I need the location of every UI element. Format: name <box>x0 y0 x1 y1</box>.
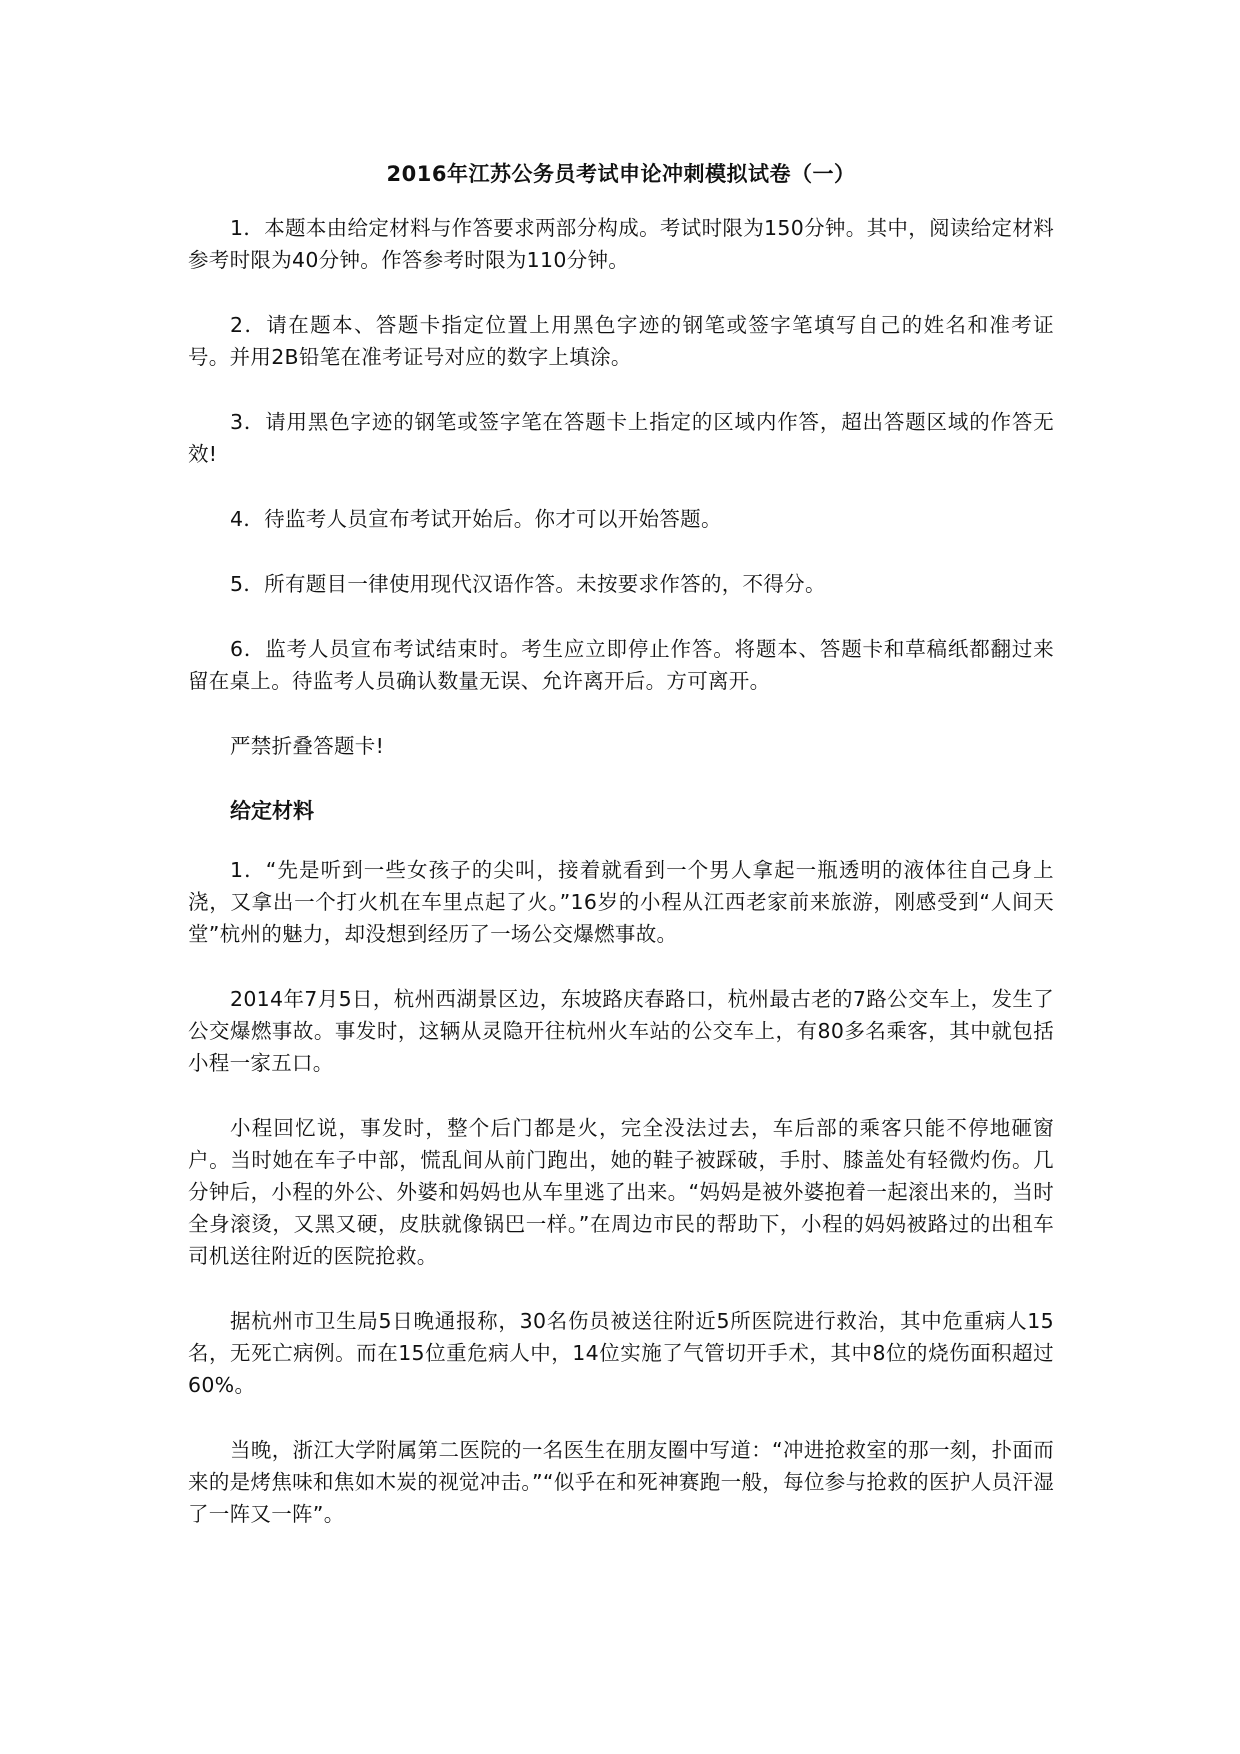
instruction-paragraph: 1．本题本由给定材料与作答要求两部分构成。考试时限为150分钟。其中，阅读给定材料参考时限为40分钟。作答参考时限为110分钟。 <box>188 216 1054 272</box>
instruction-paragraph: 6．监考人员宣布考试结束时。考生应立即停止作答。将题本、答题卡和草稿纸都翻过来留在桌上。待监考人员确认数量无误、允许离开后。方可离开。 <box>188 637 1054 693</box>
material-paragraph: 据杭州市卫生局5日晚通报称，30名伤员被送往附近5所医院进行救治，其中危重病人15名，无死亡病例。而在15位重危病人中，14位实施了气管切开手术，其中8位的烧伤面积超过60%。 <box>188 1309 1054 1397</box>
section-heading: 给定材料 <box>230 799 314 823</box>
document-page <box>188 158 1054 1563</box>
material-paragraph: 小程回忆说，事发时，整个后门都是火，完全没法过去，车后部的乘客只能不停地砸窗户。当时她在车子中部，慌乱间从前门跑出，她的鞋子被踩破，手肘、膝盖处有轻微灼伤。几分钟后，小程的外公、外婆和妈妈也从车里逃了出来。“妈妈是被外婆抱着一起滚出来的，当时全身滚烫，又黑又硬，皮肤就像锅巴一样。”在周边市民的帮助下，小程的妈妈被路过的出租车司机送往附近的医院抢救。 <box>188 1116 1054 1268</box>
instruction-paragraph: 4．待监考人员宣布考试开始后。你才可以开始答题。 <box>230 507 722 531</box>
document-title: 2016年江苏公务员考试申论冲刺模拟试卷（一） <box>386 162 856 186</box>
material-paragraph: 2014年7月5日，杭州西湖景区边，东坡路庆春路口，杭州最古老的7路公交车上，发生了公交爆燃事故。事发时，这辆从灵隐开往杭州火车站的公交车上，有80多名乘客，其中就包括小程一家五口。 <box>188 987 1054 1075</box>
instruction-paragraph: 3．请用黑色字迹的钢笔或签字笔在答题卡上指定的区域内作答，超出答题区域的作答无效! <box>188 410 1054 466</box>
instruction-paragraph: 2．请在题本、答题卡指定位置上用黑色字迹的钢笔或签字笔填写自己的姓名和准考证号。并用2B铅笔在准考证号对应的数字上填涂。 <box>188 313 1054 369</box>
instruction-paragraph: 5．所有题目一律使用现代汉语作答。未按要求作答的，不得分。 <box>230 572 826 596</box>
material-paragraph: 当晚，浙江大学附属第二医院的一名医生在朋友圈中写道：“冲进抢救室的那一刻，扑面而来的是烤焦味和焦如木炭的视觉冲击。”“似乎在和死神赛跑一般，每位参与抢救的医护人员汗湿了一阵又一阵”。 <box>188 1438 1054 1526</box>
material-paragraph: 1．“先是听到一些女孩子的尖叫，接着就看到一个男人拿起一瓶透明的液体往自己身上浇，又拿出一个打火机在车里点起了火。”16岁的小程从江西老家前来旅游，刚感受到“人间天堂”杭州的魅力，却没想到经历了一场公交爆燃事故。 <box>188 858 1054 946</box>
warning-note: 严禁折叠答题卡! <box>230 734 385 758</box>
